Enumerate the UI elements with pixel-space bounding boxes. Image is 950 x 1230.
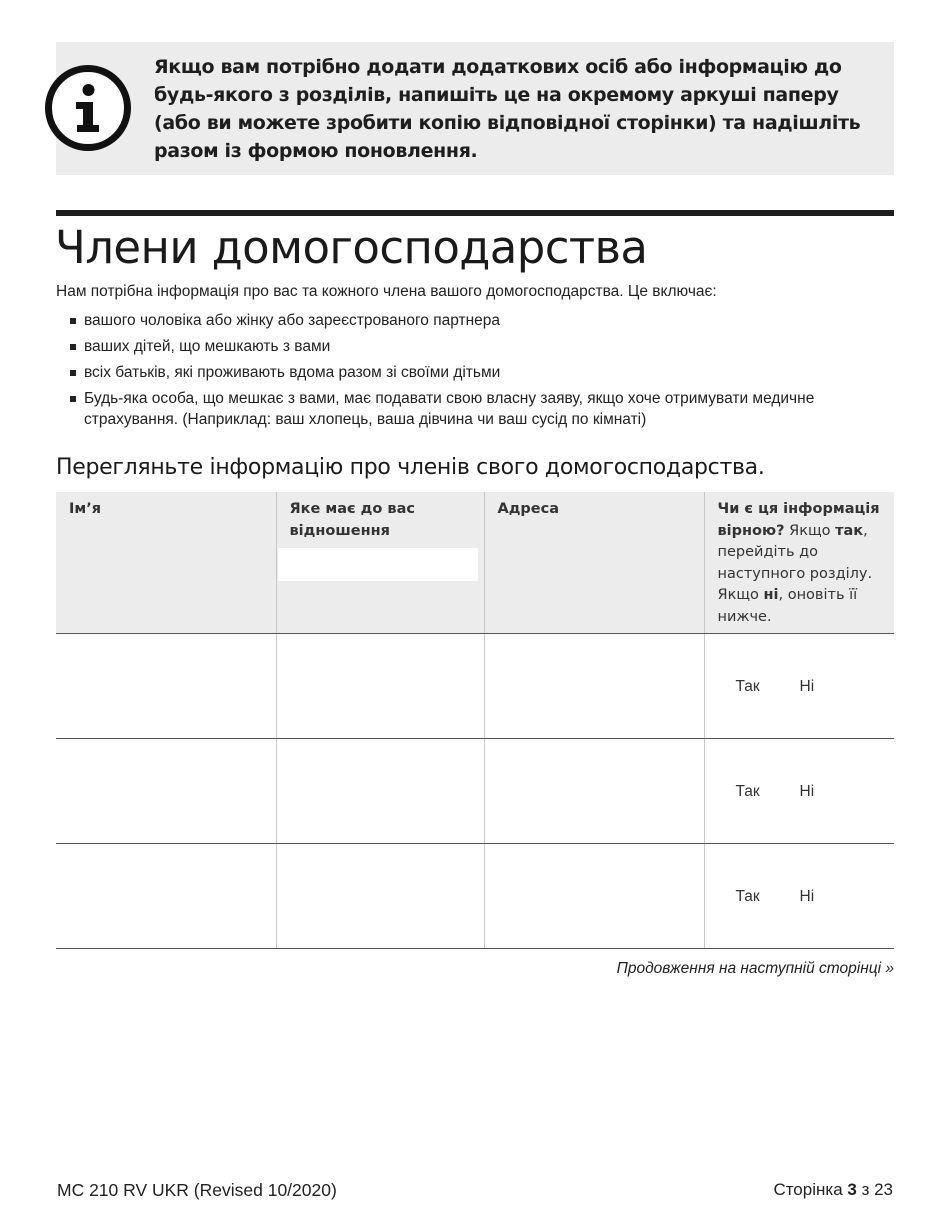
page-title: Члени домогосподарства bbox=[55, 221, 648, 274]
header-name: Ім’я bbox=[56, 492, 276, 634]
correct-choice-cell bbox=[704, 739, 894, 844]
name-cell[interactable] bbox=[56, 739, 276, 844]
table-header-row bbox=[56, 492, 894, 634]
continue-note: Продовження на наступній сторінці » bbox=[616, 960, 894, 977]
no-option[interactable]: Ні bbox=[799, 888, 815, 905]
address-cell[interactable] bbox=[484, 634, 704, 739]
list-item: всіх батьків, які проживають вдома разом зі своїми дітьми bbox=[70, 362, 890, 383]
relationship-header-box bbox=[278, 548, 478, 581]
table-row bbox=[56, 739, 894, 844]
form-id: MC 210 RV UKR (Revised 10/2020) bbox=[57, 1180, 337, 1200]
correct-choice-cell bbox=[704, 634, 894, 739]
relationship-cell[interactable] bbox=[276, 739, 484, 844]
household-members-table bbox=[56, 492, 894, 949]
correct-choice-cell bbox=[704, 844, 894, 949]
table-row bbox=[56, 844, 894, 949]
yes-option[interactable]: Так bbox=[735, 888, 760, 905]
header-address: Адреса bbox=[484, 492, 704, 634]
no-option[interactable]: Ні bbox=[799, 678, 815, 695]
list-item: вашого чоловіка або жінку або зареєстрованого партнера bbox=[70, 310, 890, 331]
address-cell[interactable] bbox=[484, 844, 704, 949]
table-row bbox=[56, 634, 894, 739]
name-cell[interactable] bbox=[56, 844, 276, 949]
relationship-cell[interactable] bbox=[276, 634, 484, 739]
header-info-correct: Чи є ця інформація вірною? Якщо так, перейдіть до наступного розділу. Якщо ні, оновіть її нижче. bbox=[704, 492, 894, 634]
header-relationship: Яке має до вас відношення bbox=[276, 492, 484, 634]
household-bullet-list bbox=[70, 310, 890, 435]
intro-text: Нам потрібна інформація про вас та кожного члена вашого домогосподарства. Це включає: bbox=[56, 283, 717, 300]
address-cell[interactable] bbox=[484, 739, 704, 844]
notice-text: Якщо вам потрібно додати додаткових осіб або інформацію до будь-якого з розділів, напишіть це на окремому аркуші паперу (або ви можете зробити копію відповідної сторінки) та надішліть разом із формою поновлення. bbox=[154, 56, 861, 162]
no-option[interactable]: Ні bbox=[799, 783, 815, 800]
list-item: ваших дітей, що мешкають з вами bbox=[70, 336, 890, 357]
list-item: Будь-яка особа, що мешкає з вами, має подавати свою власну заяву, якщо хоче отримувати медичне страхування. (Наприклад: ваш хлопець, ваша дівчина чи ваш сусід по кімнаті) bbox=[70, 388, 890, 430]
yes-option[interactable]: Так bbox=[735, 783, 760, 800]
name-cell[interactable] bbox=[56, 634, 276, 739]
section-title: Перегляньте інформацію про членів свого домогосподарства. bbox=[56, 455, 765, 480]
section-divider bbox=[56, 210, 894, 216]
page-number: Сторінка 3 з 23 bbox=[773, 1180, 893, 1199]
relationship-cell[interactable] bbox=[276, 844, 484, 949]
yes-option[interactable]: Так bbox=[735, 678, 760, 695]
info-icon bbox=[44, 64, 132, 152]
